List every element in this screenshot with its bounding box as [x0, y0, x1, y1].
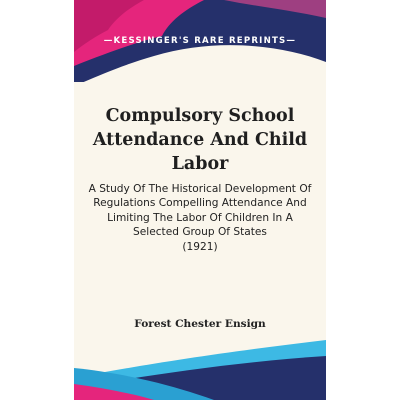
book-subtitle [88, 182, 312, 254]
bottom-color-band [74, 338, 326, 400]
book-cover [74, 0, 326, 400]
book-title: Compulsory School Attendance And Child Labor [92, 106, 308, 174]
top-color-band [74, 0, 326, 82]
publication-year: (1921) [182, 240, 218, 253]
bottom-wave-graphic [74, 338, 326, 400]
publisher-banner: —KESSINGER'S RARE REPRINTS— [103, 36, 297, 46]
book-author: Forest Chester Ensign [134, 318, 266, 330]
subtitle-text: A Study Of The Historical Development Of Regulations Compelling Attendance And Limiting The Labor Of Children In A Selected Group Of States [88, 183, 312, 239]
